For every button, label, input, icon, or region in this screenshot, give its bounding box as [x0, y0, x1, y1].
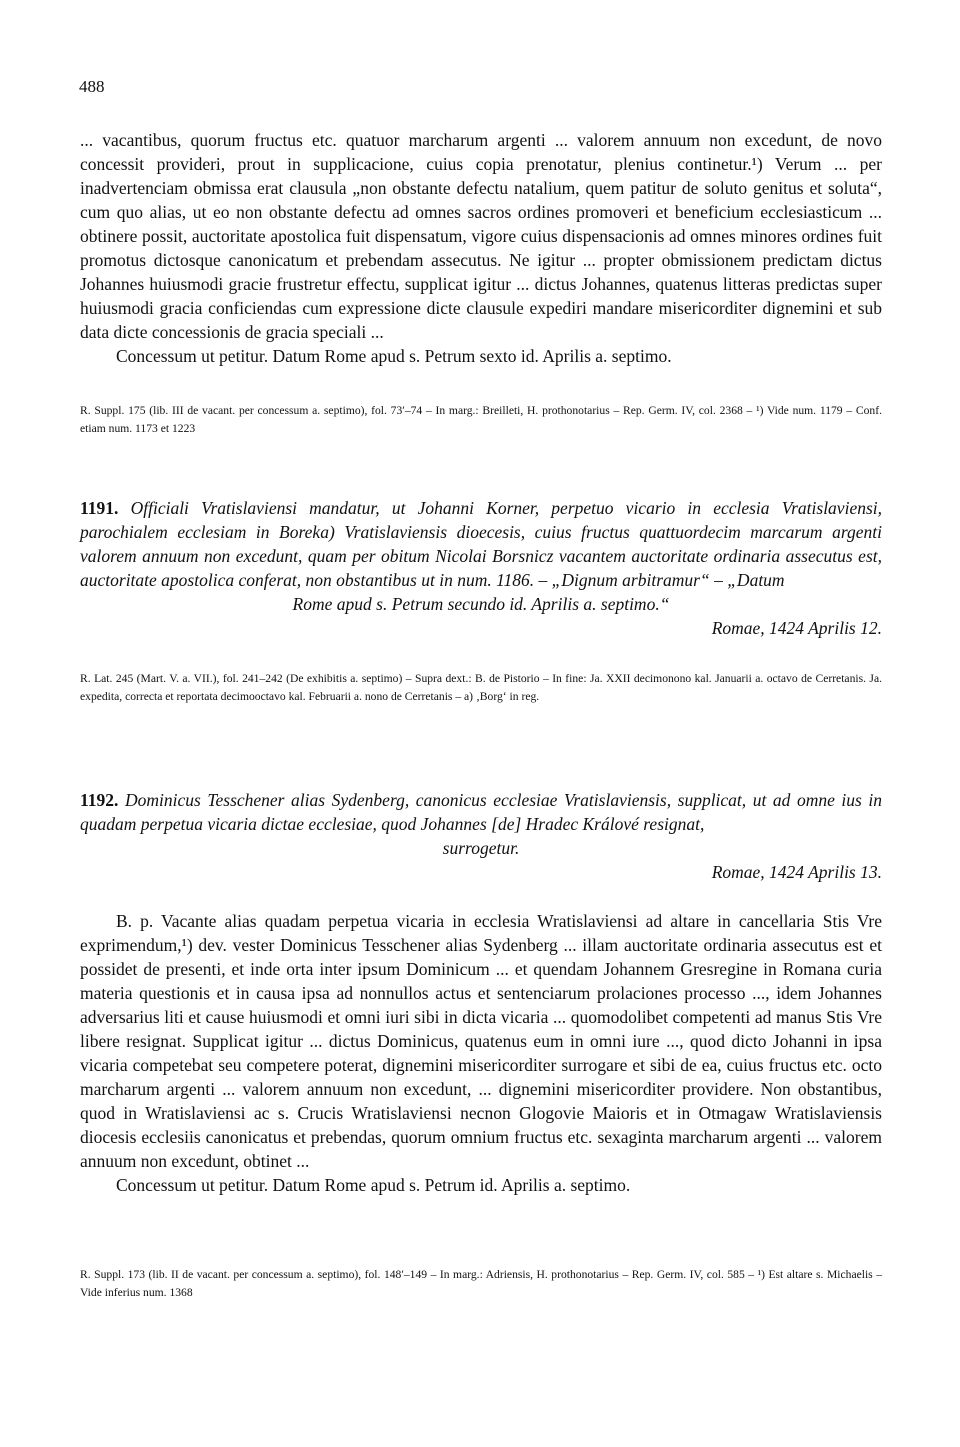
entry-1192-regest-text: Dominicus Tesschener alias Sydenberg, canonicus ecclesiae Vratislaviensis, supplicat, ut ad omne ius in quadam perpetua vicaria dictae ecclesiae, quod Johannes [de] Hradec Králové resignat, — [80, 790, 882, 834]
entry-1190-paragraph: ... vacantibus, quorum fructus etc. quatuor marcharum argenti ... valorem annuum non excedunt, de novo concessit provideri, prout in supplicacione, cuius copia prenotatur, plenius continetur.¹) Verum ... per inadvertenciam obmissa erat clausula „non obstante defectu natalium, quem patitur de soluto genitus et soluta“, cum quo alias, ut eo non obstante defectu ad omnes sacros ordines promoveri et beneficium ecclesiasticum ... obtinere possit, auctoritate apostolica fuit dispensatum, vigore cuius dispensacionis ad omnes minores ordines fuit promotus dictosque canonicatum et prebendam assecutus. Ne igitur ... propter obmissionem predictam dictus Johannes huiusmodi gracie frustretur effectu, supplicat igitur ... dictus Johannes, quatenus litteras predictas super huiusmodi gracia conficiendas cum expressione dicte clausule expediri mandare misericorditer dignemini et sub data dicte concessionis de gracia speciali ... — [80, 130, 882, 342]
entry-1191-regest-text: Officiali Vratislaviensi mandatur, ut Johanni Korner, perpetuo vicario in ecclesia Vratislaviensi, parochialem ecclesiam in Boreka) Vratislaviensis dioecesis, cuius fructus quattuordecim marcarum argenti valorem annuum non excedunt, quam per obitum Nicolai Borsnicz vacantem auctoritate ordinaria assecutus est, auctoritate apostolica conferat, non obstantibus ut in num. 1186. – „Dignum arbitramur“ – „Datum — [80, 498, 883, 590]
entry-1192-dateline: Romae, 1424 Aprilis 13. — [711, 862, 882, 882]
entry-1190-note: R. Suppl. 175 (lib. III de vacant. per concessum a. septimo), fol. 73′–74 – In marg.: Breilleti, H. prothonotarius – Rep. Germ. IV, col. 2368 – ¹) Vide num. 1179 – Conf. etiam num. 1173 et 1223 — [80, 404, 882, 435]
page-number: 488 — [79, 77, 105, 96]
entry-1192-regest-last: surrogetur. — [442, 838, 520, 858]
entry-1191-regest-last: Rome apud s. Petrum secundo id. Aprilis a. septimo.“ — [292, 594, 670, 614]
entry-1192-regest — [80, 788, 882, 836]
entry-1190-concessum: Concessum ut petitur. Datum Rome apud s. Petrum sexto id. Aprilis a. septimo. — [116, 346, 672, 366]
entry-1191-regest — [80, 496, 882, 592]
entry-1191 — [80, 496, 882, 640]
entry-1192 — [80, 788, 882, 884]
entry-1192-note: R. Suppl. 173 (lib. II de vacant. per concessum a. septimo), fol. 148′–149 – In marg.: Adriensis, H. prothonotarius – Rep. Germ. IV, col. 585 – ¹) Est altare s. Michaelis – Vide inferius num. 1368 — [80, 1268, 882, 1299]
entry-1192-number: 1192. — [80, 790, 119, 810]
entry-1192-paragraph: B. p. Vacante alias quadam perpetua vicaria in ecclesia Wratislaviensi ad altare in cancellaria Stis Vre exprimendum,¹) dev. vester Dominicus Tesschener alias Sydenberg ... illam auctoritate ordinaria assecutus est et possidet de presenti, et inde orta inter ipsum Dominicum ... et quendam Johannem Gresregine in Romana curia materia questionis et in causa ipsa ad nonnullos actus et sentenciarum prolaciones processo ..., idem Johannes adversarius liti et cause huiusmodi et omni iuri sibi in dicta vicaria ... quomodolibet competenti ad manus Stis Vre libere resignat. Supplicat igitur ... dictus Dominicus, quatenus eum in omni iure ..., quod dicto Johanni in ipsa vicaria competebat seu competere poterat, dignemini misericorditer surrogare et sibi de ea, cuius fructus etc. octo marcharum argenti ... valorem annuum non excedunt, ... dignemini misericorditer providere. Non obstantibus, quod in Wratislaviensi ac s. Crucis Wratislaviensi necnon Glogovie Maioris et in Otmagaw Wratislaviensis diocesis ecclesiis canonicatus et prebendas, quorum omnium fructus etc. sexaginta marcharum argenti ... valorem annuum non excedunt, obtinet ... — [80, 911, 882, 1171]
entry-1191-dateline: Romae, 1424 Aprilis 12. — [711, 618, 882, 638]
entry-1192-concessum: Concessum ut petitur. Datum Rome apud s. Petrum id. Aprilis a. septimo. — [116, 1175, 631, 1195]
entry-1191-number: 1191. — [80, 498, 119, 518]
entry-1192-body — [80, 909, 882, 1197]
entry-1190-continuation — [80, 128, 882, 368]
entry-1191-note: R. Lat. 245 (Mart. V. a. VII.), fol. 241–242 (De exhibitis a. septimo) – Supra dext.: B. de Pistorio – In fine: Ja. XXII decimonono kal. Januarii a. octavo de Cerretanis. Ja. expedita, correcta et reportata decimooctavo kal. Februarii a. nono de Cerretanis – a) ‚Borg‘ in reg. — [80, 672, 882, 703]
